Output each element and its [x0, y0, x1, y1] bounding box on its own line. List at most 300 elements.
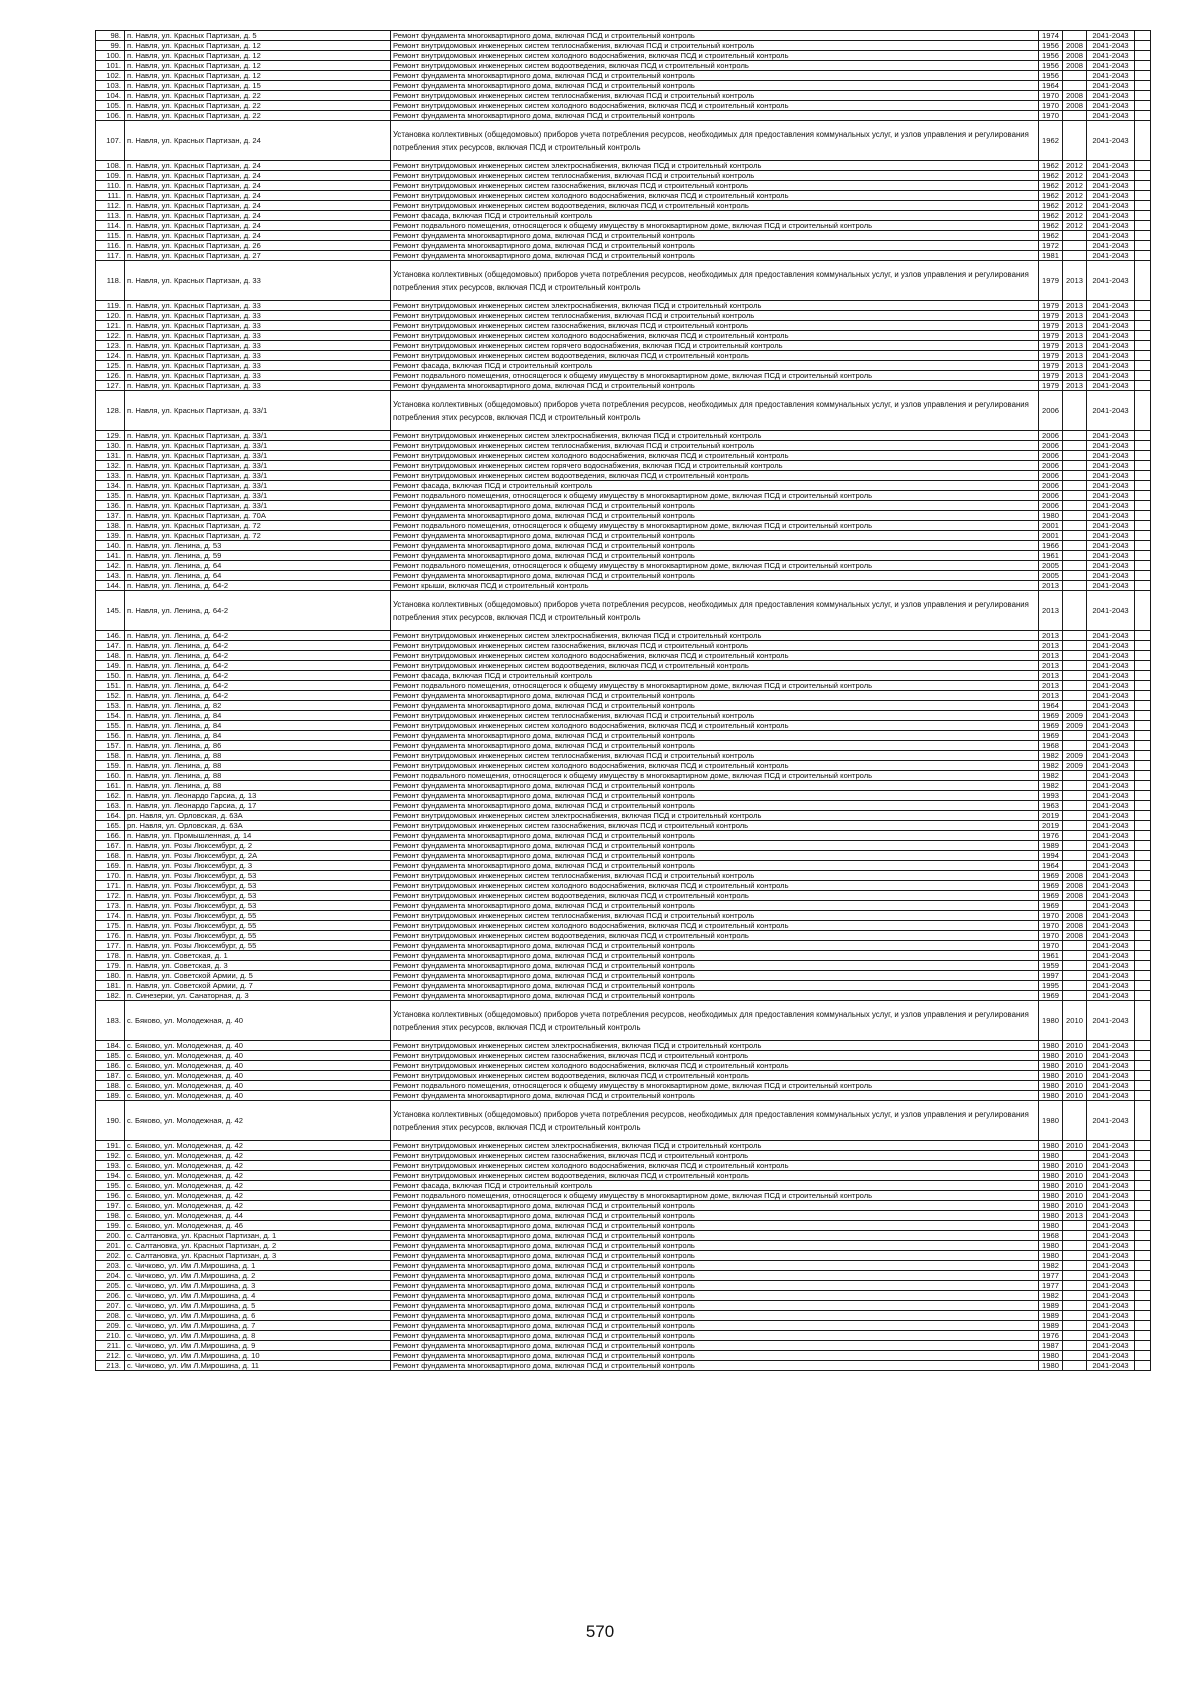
row-number-cell: 142.: [96, 561, 125, 571]
work-type-cell: Ремонт внутридомовых инженерных систем теплоснабжения, включая ПСД и строительный контроль: [391, 311, 1039, 321]
address-cell: п. Навля, ул. Ленина, д. 64-2: [125, 661, 391, 671]
extra-cell: [1135, 851, 1151, 861]
work-type-cell: Установка коллективных (общедомовых) приборов учета потребления ресурсов, необходимых для предоставления коммунальных услуг, и узлов управления и регулирования потребления этих ресурсов, включая ПСД и строительный контроль: [391, 391, 1039, 431]
work-type-cell: Ремонт фундамента многоквартирного дома, включая ПСД и строительный контроль: [391, 861, 1039, 871]
row-number-cell: 188.: [96, 1081, 125, 1091]
work-type-cell: Ремонт фундамента многоквартирного дома, включая ПСД и строительный контроль: [391, 1291, 1039, 1301]
work-type-cell: Ремонт внутридомовых инженерных систем теплоснабжения, включая ПСД и строительный контроль: [391, 711, 1039, 721]
address-cell: с. Чичково, ул. Им Л.Мирошина, д. 4: [125, 1291, 391, 1301]
last-repair-year-cell: 2010: [1063, 1201, 1087, 1211]
extra-cell: [1135, 31, 1151, 41]
table-row: [96, 1351, 1151, 1361]
table-row: [96, 161, 1151, 171]
planned-period-cell: 2041-2043: [1087, 481, 1135, 491]
address-cell: п. Навля, ул. Ленина, д. 64: [125, 561, 391, 571]
last-repair-year-cell: [1063, 691, 1087, 701]
row-number-cell: 138.: [96, 521, 125, 531]
table-row: [96, 751, 1151, 761]
row-number-cell: 114.: [96, 221, 125, 231]
build-year-cell: 2013: [1039, 581, 1063, 591]
extra-cell: [1135, 341, 1151, 351]
work-type-cell: Ремонт фундамента многоквартирного дома, включая ПСД и строительный контроль: [391, 231, 1039, 241]
address-cell: п. Навля, ул. Розы Люксембург, д. 53: [125, 881, 391, 891]
row-number-cell: 126.: [96, 371, 125, 381]
build-year-cell: 1969: [1039, 871, 1063, 881]
table-row: [96, 521, 1151, 531]
planned-period-cell: 2041-2043: [1087, 631, 1135, 641]
work-type-cell: Ремонт фундамента многоквартирного дома, включая ПСД и строительный контроль: [391, 781, 1039, 791]
work-type-cell: Ремонт фундамента многоквартирного дома, включая ПСД и строительный контроль: [391, 1221, 1039, 1231]
last-repair-year-cell: [1063, 231, 1087, 241]
table-row: [96, 871, 1151, 881]
table-row: [96, 821, 1151, 831]
last-repair-year-cell: 2012: [1063, 181, 1087, 191]
address-cell: п. Навля, ул. Красных Партизан, д. 33/1: [125, 491, 391, 501]
address-cell: с. Чичково, ул. Им Л.Мирошина, д. 2: [125, 1271, 391, 1281]
table-row: [96, 171, 1151, 181]
address-cell: с. Чичково, ул. Им Л.Мирошина, д. 6: [125, 1311, 391, 1321]
extra-cell: [1135, 1041, 1151, 1051]
table-row: [96, 931, 1151, 941]
extra-cell: [1135, 1251, 1151, 1261]
row-number-cell: 121.: [96, 321, 125, 331]
last-repair-year-cell: [1063, 1231, 1087, 1241]
work-type-cell: Ремонт фундамента многоквартирного дома, включая ПСД и строительный контроль: [391, 1241, 1039, 1251]
table-row: [96, 991, 1151, 1001]
extra-cell: [1135, 661, 1151, 671]
address-cell: п. Навля, ул. Красных Партизан, д. 22: [125, 111, 391, 121]
extra-cell: [1135, 471, 1151, 481]
table-row: [96, 1191, 1151, 1201]
row-number-cell: 171.: [96, 881, 125, 891]
build-year-cell: 1956: [1039, 51, 1063, 61]
row-number-cell: 210.: [96, 1331, 125, 1341]
work-type-cell: Ремонт внутридомовых инженерных систем горячего водоснабжения, включая ПСД и строительный контроль: [391, 461, 1039, 471]
extra-cell: [1135, 651, 1151, 661]
table-row: [96, 471, 1151, 481]
address-cell: п. Навля, ул. Красных Партизан, д. 24: [125, 171, 391, 181]
table-row: [96, 1181, 1151, 1191]
address-cell: с. Бяково, ул. Молодежная, д. 40: [125, 1091, 391, 1101]
last-repair-year-cell: 2008: [1063, 911, 1087, 921]
row-number-cell: 131.: [96, 451, 125, 461]
row-number-cell: 149.: [96, 661, 125, 671]
last-repair-year-cell: 2013: [1063, 351, 1087, 361]
build-year-cell: 1969: [1039, 721, 1063, 731]
build-year-cell: 1979: [1039, 381, 1063, 391]
extra-cell: [1135, 531, 1151, 541]
work-type-cell: Ремонт внутридомовых инженерных систем газоснабжения, включая ПСД и строительный контроль: [391, 641, 1039, 651]
planned-period-cell: 2041-2043: [1087, 111, 1135, 121]
address-cell: п. Навля, ул. Розы Люксембург, д. 55: [125, 921, 391, 931]
row-number-cell: 151.: [96, 681, 125, 691]
address-cell: с. Бяково, ул. Молодежная, д. 42: [125, 1191, 391, 1201]
build-year-cell: 1956: [1039, 71, 1063, 81]
table-row: [96, 451, 1151, 461]
row-number-cell: 127.: [96, 381, 125, 391]
extra-cell: [1135, 321, 1151, 331]
address-cell: с. Бяково, ул. Молодежная, д. 40: [125, 1061, 391, 1071]
build-year-cell: 1981: [1039, 251, 1063, 261]
last-repair-year-cell: 2010: [1063, 1171, 1087, 1181]
row-number-cell: 101.: [96, 61, 125, 71]
table-row: [96, 481, 1151, 491]
table-row: [96, 901, 1151, 911]
work-type-cell: Ремонт фундамента многоквартирного дома, включая ПСД и строительный контроль: [391, 251, 1039, 261]
planned-period-cell: 2041-2043: [1087, 991, 1135, 1001]
table-row: [96, 31, 1151, 41]
extra-cell: [1135, 171, 1151, 181]
work-type-cell: Ремонт фундамента многоквартирного дома, включая ПСД и строительный контроль: [391, 731, 1039, 741]
build-year-cell: 1980: [1039, 1191, 1063, 1201]
work-type-cell: Ремонт фундамента многоквартирного дома, включая ПСД и строительный контроль: [391, 691, 1039, 701]
row-number-cell: 152.: [96, 691, 125, 701]
address-cell: п. Навля, ул. Красных Партизан, д. 33: [125, 321, 391, 331]
table-row: [96, 51, 1151, 61]
build-year-cell: 1982: [1039, 1261, 1063, 1271]
planned-period-cell: 2041-2043: [1087, 751, 1135, 761]
work-type-cell: Ремонт внутридомовых инженерных систем холодного водоснабжения, включая ПСД и строительный контроль: [391, 761, 1039, 771]
address-cell: п. Навля, ул. Ленина, д. 82: [125, 701, 391, 711]
work-type-cell: Ремонт внутридомовых инженерных систем холодного водоснабжения, включая ПСД и строительный контроль: [391, 331, 1039, 341]
work-type-cell: Ремонт внутридомовых инженерных систем электроснабжения, включая ПСД и строительный контроль: [391, 301, 1039, 311]
row-number-cell: 144.: [96, 581, 125, 591]
table-row: [96, 501, 1151, 511]
build-year-cell: 1980: [1039, 1241, 1063, 1251]
work-type-cell: Ремонт подвального помещения, относящегося к общему имуществу в многоквартирном доме, включая ПСД и строительный контроль: [391, 221, 1039, 231]
table-row: [96, 111, 1151, 121]
work-type-cell: Ремонт фундамента многоквартирного дома, включая ПСД и строительный контроль: [391, 241, 1039, 251]
build-year-cell: 1979: [1039, 261, 1063, 301]
last-repair-year-cell: [1063, 431, 1087, 441]
build-year-cell: 1962: [1039, 161, 1063, 171]
address-cell: с. Бяково, ул. Молодежная, д. 42: [125, 1171, 391, 1181]
extra-cell: [1135, 1311, 1151, 1321]
table-row: [96, 91, 1151, 101]
table-row: [96, 321, 1151, 331]
extra-cell: [1135, 1351, 1151, 1361]
work-type-cell: Ремонт внутридомовых инженерных систем холодного водоснабжения, включая ПСД и строительный контроль: [391, 1161, 1039, 1171]
work-type-cell: Ремонт фундамента многоквартирного дома, включая ПСД и строительный контроль: [391, 551, 1039, 561]
work-type-cell: Ремонт внутридомовых инженерных систем теплоснабжения, включая ПСД и строительный контроль: [391, 871, 1039, 881]
last-repair-year-cell: [1063, 771, 1087, 781]
last-repair-year-cell: [1063, 81, 1087, 91]
last-repair-year-cell: [1063, 1221, 1087, 1231]
row-number-cell: 155.: [96, 721, 125, 731]
table-row: [96, 301, 1151, 311]
build-year-cell: 2013: [1039, 631, 1063, 641]
address-cell: п. Навля, ул. Красных Партизан, д. 33: [125, 261, 391, 301]
build-year-cell: 1961: [1039, 951, 1063, 961]
row-number-cell: 211.: [96, 1341, 125, 1351]
table-row: [96, 1271, 1151, 1281]
table-row: [96, 1051, 1151, 1061]
build-year-cell: 1976: [1039, 831, 1063, 841]
extra-cell: [1135, 961, 1151, 971]
address-cell: п. Навля, ул. Ленина, д. 64-2: [125, 691, 391, 701]
last-repair-year-cell: [1063, 251, 1087, 261]
build-year-cell: 1962: [1039, 121, 1063, 161]
row-number-cell: 204.: [96, 1271, 125, 1281]
table-row: [96, 1261, 1151, 1271]
work-type-cell: Ремонт фундамента многоквартирного дома, включая ПСД и строительный контроль: [391, 901, 1039, 911]
work-type-cell: Ремонт внутридомовых инженерных систем газоснабжения, включая ПСД и строительный контроль: [391, 821, 1039, 831]
planned-period-cell: 2041-2043: [1087, 61, 1135, 71]
table-row: [96, 541, 1151, 551]
build-year-cell: 1970: [1039, 91, 1063, 101]
extra-cell: [1135, 721, 1151, 731]
table-row: [96, 591, 1151, 631]
planned-period-cell: 2041-2043: [1087, 681, 1135, 691]
extra-cell: [1135, 121, 1151, 161]
address-cell: с. Чичково, ул. Им Л.Мирошина, д. 1: [125, 1261, 391, 1271]
table-row: [96, 41, 1151, 51]
build-year-cell: 1980: [1039, 1041, 1063, 1051]
last-repair-year-cell: [1063, 831, 1087, 841]
last-repair-year-cell: 2009: [1063, 761, 1087, 771]
work-type-cell: Ремонт подвального помещения, относящегося к общему имуществу в многоквартирном доме, включая ПСД и строительный контроль: [391, 771, 1039, 781]
address-cell: п. Навля, ул. Красных Партизан, д. 33: [125, 361, 391, 371]
last-repair-year-cell: [1063, 1311, 1087, 1321]
extra-cell: [1135, 781, 1151, 791]
extra-cell: [1135, 1291, 1151, 1301]
extra-cell: [1135, 101, 1151, 111]
planned-period-cell: 2041-2043: [1087, 1351, 1135, 1361]
planned-period-cell: 2041-2043: [1087, 721, 1135, 731]
planned-period-cell: 2041-2043: [1087, 311, 1135, 321]
last-repair-year-cell: 2012: [1063, 161, 1087, 171]
planned-period-cell: 2041-2043: [1087, 231, 1135, 241]
table-row: [96, 531, 1151, 541]
work-type-cell: Ремонт фундамента многоквартирного дома, включая ПСД и строительный контроль: [391, 1321, 1039, 1331]
table-row: [96, 881, 1151, 891]
last-repair-year-cell: [1063, 1361, 1087, 1371]
address-cell: с. Бяково, ул. Молодежная, д. 42: [125, 1161, 391, 1171]
table-row: [96, 771, 1151, 781]
build-year-cell: 1968: [1039, 1231, 1063, 1241]
build-year-cell: 1980: [1039, 1091, 1063, 1101]
extra-cell: [1135, 911, 1151, 921]
build-year-cell: 1989: [1039, 1321, 1063, 1331]
planned-period-cell: 2041-2043: [1087, 1191, 1135, 1201]
planned-period-cell: 2041-2043: [1087, 451, 1135, 461]
work-type-cell: Ремонт внутридомовых инженерных систем газоснабжения, включая ПСД и строительный контроль: [391, 1151, 1039, 1161]
build-year-cell: 1969: [1039, 881, 1063, 891]
planned-period-cell: 2041-2043: [1087, 241, 1135, 251]
address-cell: п. Навля, ул. Ленина, д. 64-2: [125, 641, 391, 651]
planned-period-cell: 2041-2043: [1087, 801, 1135, 811]
row-number-cell: 99.: [96, 41, 125, 51]
extra-cell: [1135, 491, 1151, 501]
last-repair-year-cell: [1063, 121, 1087, 161]
build-year-cell: 1980: [1039, 1061, 1063, 1071]
table-row: [96, 1101, 1151, 1141]
address-cell: п. Навля, ул. Ленина, д. 84: [125, 711, 391, 721]
extra-cell: [1135, 981, 1151, 991]
build-year-cell: 2005: [1039, 571, 1063, 581]
planned-period-cell: 2041-2043: [1087, 571, 1135, 581]
row-number-cell: 197.: [96, 1201, 125, 1211]
work-type-cell: Ремонт фундамента многоквартирного дома, включая ПСД и строительный контроль: [391, 801, 1039, 811]
build-year-cell: 2006: [1039, 471, 1063, 481]
build-year-cell: 2013: [1039, 691, 1063, 701]
address-cell: п. Навля, ул. Красных Партизан, д. 72: [125, 521, 391, 531]
address-cell: п. Навля, ул. Красных Партизан, д. 72: [125, 531, 391, 541]
planned-period-cell: 2041-2043: [1087, 461, 1135, 471]
row-number-cell: 150.: [96, 671, 125, 681]
work-type-cell: Ремонт внутридомовых инженерных систем холодного водоснабжения, включая ПСД и строительный контроль: [391, 51, 1039, 61]
row-number-cell: 201.: [96, 1241, 125, 1251]
build-year-cell: 2013: [1039, 641, 1063, 651]
work-type-cell: Ремонт фундамента многоквартирного дома, включая ПСД и строительный контроль: [391, 1231, 1039, 1241]
table-row: [96, 1281, 1151, 1291]
planned-period-cell: 2041-2043: [1087, 441, 1135, 451]
last-repair-year-cell: [1063, 631, 1087, 641]
build-year-cell: 2013: [1039, 661, 1063, 671]
row-number-cell: 115.: [96, 231, 125, 241]
planned-period-cell: 2041-2043: [1087, 971, 1135, 981]
planned-period-cell: 2041-2043: [1087, 671, 1135, 681]
table-row: [96, 831, 1151, 841]
extra-cell: [1135, 1171, 1151, 1181]
build-year-cell: 1979: [1039, 301, 1063, 311]
extra-cell: [1135, 1361, 1151, 1371]
planned-period-cell: 2041-2043: [1087, 881, 1135, 891]
build-year-cell: 1970: [1039, 911, 1063, 921]
work-type-cell: Ремонт фасада, включая ПСД и строительный контроль: [391, 1181, 1039, 1191]
row-number-cell: 105.: [96, 101, 125, 111]
address-cell: п. Навля, ул. Ленина, д. 64: [125, 571, 391, 581]
extra-cell: [1135, 931, 1151, 941]
row-number-cell: 156.: [96, 731, 125, 741]
table-row: [96, 251, 1151, 261]
planned-period-cell: 2041-2043: [1087, 501, 1135, 511]
last-repair-year-cell: [1063, 661, 1087, 671]
extra-cell: [1135, 361, 1151, 371]
row-number-cell: 191.: [96, 1141, 125, 1151]
last-repair-year-cell: [1063, 971, 1087, 981]
last-repair-year-cell: [1063, 491, 1087, 501]
work-type-cell: Ремонт внутридомовых инженерных систем электроснабжения, включая ПСД и строительный контроль: [391, 811, 1039, 821]
build-year-cell: 1969: [1039, 891, 1063, 901]
address-cell: с. Бяково, ул. Молодежная, д. 40: [125, 1051, 391, 1061]
extra-cell: [1135, 521, 1151, 531]
table-row: [96, 1201, 1151, 1211]
last-repair-year-cell: [1063, 1331, 1087, 1341]
table-row: [96, 231, 1151, 241]
address-cell: п. Навля, ул. Ленина, д. 88: [125, 751, 391, 761]
planned-period-cell: 2041-2043: [1087, 741, 1135, 751]
row-number-cell: 103.: [96, 81, 125, 91]
extra-cell: [1135, 501, 1151, 511]
planned-period-cell: 2041-2043: [1087, 1161, 1135, 1171]
address-cell: п. Навля, ул. Красных Партизан, д. 12: [125, 71, 391, 81]
address-cell: с. Бяково, ул. Молодежная, д. 42: [125, 1141, 391, 1151]
work-type-cell: Установка коллективных (общедомовых) приборов учета потребления ресурсов, необходимых для предоставления коммунальных услуг, и узлов управления и регулирования потребления этих ресурсов, включая ПСД и строительный контроль: [391, 121, 1039, 161]
address-cell: с. Чичково, ул. Им Л.Мирошина, д. 5: [125, 1301, 391, 1311]
table-row: [96, 761, 1151, 771]
address-cell: п. Навля, ул. Красных Партизан, д. 33/1: [125, 471, 391, 481]
row-number-cell: 193.: [96, 1161, 125, 1171]
last-repair-year-cell: [1063, 851, 1087, 861]
last-repair-year-cell: [1063, 841, 1087, 851]
table-row: [96, 1001, 1151, 1041]
last-repair-year-cell: [1063, 981, 1087, 991]
last-repair-year-cell: 2013: [1063, 321, 1087, 331]
last-repair-year-cell: 2008: [1063, 921, 1087, 931]
table-row: [96, 261, 1151, 301]
extra-cell: [1135, 691, 1151, 701]
extra-cell: [1135, 191, 1151, 201]
build-year-cell: 1979: [1039, 331, 1063, 341]
extra-cell: [1135, 921, 1151, 931]
planned-period-cell: 2041-2043: [1087, 1041, 1135, 1051]
build-year-cell: 2019: [1039, 811, 1063, 821]
extra-cell: [1135, 301, 1151, 311]
work-type-cell: Ремонт подвального помещения, относящегося к общему имуществу в многоквартирном доме, включая ПСД и строительный контроль: [391, 561, 1039, 571]
planned-period-cell: 2041-2043: [1087, 1141, 1135, 1151]
row-number-cell: 132.: [96, 461, 125, 471]
address-cell: с. Бяково, ул. Молодежная, д. 42: [125, 1181, 391, 1191]
work-type-cell: Ремонт внутридомовых инженерных систем теплоснабжения, включая ПСД и строительный контроль: [391, 91, 1039, 101]
table-row: [96, 1331, 1151, 1341]
work-type-cell: Ремонт фундамента многоквартирного дома, включая ПСД и строительный контроль: [391, 1341, 1039, 1351]
table-row: [96, 121, 1151, 161]
work-type-cell: Ремонт внутридомовых инженерных систем холодного водоснабжения, включая ПСД и строительный контроль: [391, 721, 1039, 731]
planned-period-cell: 2041-2043: [1087, 1321, 1135, 1331]
address-cell: п. Навля, ул. Советской Армии, д. 5: [125, 971, 391, 981]
extra-cell: [1135, 951, 1151, 961]
address-cell: п. Навля, ул. Красных Партизан, д. 22: [125, 101, 391, 111]
work-type-cell: Ремонт внутридомовых инженерных систем водоотведения, включая ПСД и строительный контроль: [391, 931, 1039, 941]
work-type-cell: Ремонт фундамента многоквартирного дома, включая ПСД и строительный контроль: [391, 941, 1039, 951]
planned-period-cell: 2041-2043: [1087, 521, 1135, 531]
planned-period-cell: 2041-2043: [1087, 561, 1135, 571]
extra-cell: [1135, 881, 1151, 891]
build-year-cell: 1964: [1039, 861, 1063, 871]
address-cell: п. Навля, ул. Ленина, д. 84: [125, 721, 391, 731]
table-row: [96, 811, 1151, 821]
table-row: [96, 641, 1151, 651]
last-repair-year-cell: 2012: [1063, 221, 1087, 231]
work-type-cell: Ремонт внутридомовых инженерных систем теплоснабжения, включая ПСД и строительный контроль: [391, 171, 1039, 181]
last-repair-year-cell: [1063, 561, 1087, 571]
planned-period-cell: 2041-2043: [1087, 581, 1135, 591]
table-row: [96, 861, 1151, 871]
build-year-cell: 1987: [1039, 1341, 1063, 1351]
row-number-cell: 123.: [96, 341, 125, 351]
planned-period-cell: 2041-2043: [1087, 831, 1135, 841]
row-number-cell: 212.: [96, 1351, 125, 1361]
address-cell: п. Навля, ул. Красных Партизан, д. 15: [125, 81, 391, 91]
work-type-cell: Ремонт внутридомовых инженерных систем электроснабжения, включая ПСД и строительный контроль: [391, 631, 1039, 641]
build-year-cell: 1980: [1039, 1251, 1063, 1261]
address-cell: с. Бяково, ул. Молодежная, д. 44: [125, 1211, 391, 1221]
last-repair-year-cell: 2010: [1063, 1181, 1087, 1191]
row-number-cell: 168.: [96, 851, 125, 861]
address-cell: с. Чичково, ул. Им Л.Мирошина, д. 11: [125, 1361, 391, 1371]
planned-period-cell: 2041-2043: [1087, 71, 1135, 81]
planned-period-cell: 2041-2043: [1087, 531, 1135, 541]
extra-cell: [1135, 841, 1151, 851]
extra-cell: [1135, 391, 1151, 431]
extra-cell: [1135, 201, 1151, 211]
extra-cell: [1135, 431, 1151, 441]
work-type-cell: Ремонт внутридомовых инженерных систем электроснабжения, включая ПСД и строительный контроль: [391, 431, 1039, 441]
build-year-cell: 1979: [1039, 351, 1063, 361]
work-type-cell: Ремонт фундамента многоквартирного дома, включая ПСД и строительный контроль: [391, 511, 1039, 521]
extra-cell: [1135, 221, 1151, 231]
